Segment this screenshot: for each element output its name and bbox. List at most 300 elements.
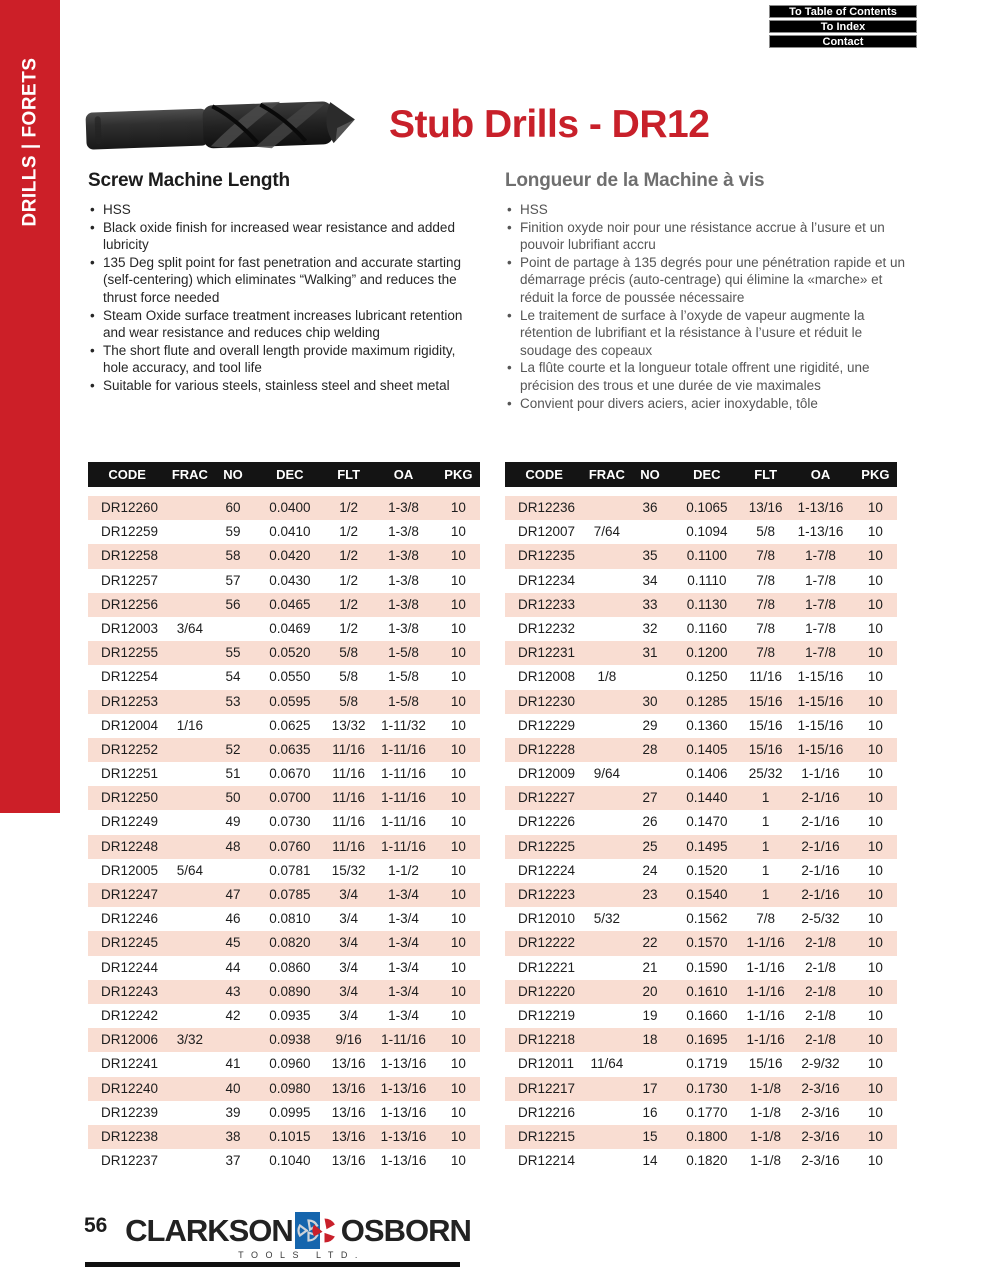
table-cell (583, 980, 630, 1004)
table-cell: 0.0760 (269, 838, 311, 854)
table-cell: DR12007 (518, 524, 576, 540)
table-cell (166, 1101, 213, 1125)
table-cell: 10 (450, 524, 466, 540)
table-cell (583, 593, 630, 617)
table-cell: 10 (450, 814, 466, 830)
table-cell: 13/16 (331, 1128, 366, 1144)
table-cell: 1-7/8 (805, 572, 836, 588)
table-cell: DR12232 (518, 620, 576, 636)
table-cell: 1-15/16 (797, 741, 844, 757)
table-cell: 2-3/16 (801, 1080, 840, 1096)
table-cell: 0.0550 (269, 669, 311, 685)
table-cell: DR12221 (518, 959, 576, 975)
company-logo (125, 1212, 471, 1260)
column-header-frac: FRAC (171, 467, 208, 482)
page-title: Stub Drills - DR12 (389, 103, 710, 146)
table-row (505, 690, 897, 714)
table-cell: 0.1094 (686, 524, 728, 540)
table-cell: 0.0420 (269, 548, 311, 564)
feature-item: • Steam Oxide surface treatment increases lubricant retention and wear resistance and reduces chip welding (88, 307, 470, 342)
table-cell: 3/4 (339, 1007, 359, 1023)
table-cell: 2-3/16 (801, 1104, 840, 1120)
table-cell: 0.1719 (686, 1056, 728, 1072)
table-cell: 1 (761, 838, 770, 854)
table-cell (166, 496, 213, 520)
table-cell: 59 (225, 524, 241, 540)
table-row (88, 810, 480, 834)
table-cell (630, 665, 669, 689)
table-row (505, 859, 897, 883)
table-cell: DR12245 (101, 935, 159, 951)
table-row (505, 641, 897, 665)
column-header-pkg: PKG (444, 467, 473, 482)
table-row (505, 762, 897, 786)
column-header-oa: OA (810, 467, 831, 482)
table-cell: DR12234 (518, 572, 576, 588)
table-row (505, 544, 897, 568)
table-cell: DR12228 (518, 741, 576, 757)
table-cell: 10 (450, 887, 466, 902)
table-cell: DR12250 (101, 790, 159, 806)
table-cell: 0.1495 (686, 838, 728, 854)
table-row (505, 714, 897, 738)
table-cell: DR12238 (101, 1128, 159, 1144)
table-cell: 10 (450, 862, 466, 878)
table-cell: 57 (225, 572, 241, 588)
table-cell: 15/16 (748, 741, 783, 757)
table-cell: 13/16 (331, 1056, 366, 1072)
table-row (88, 1004, 480, 1028)
column-header-flt: FLT (754, 467, 778, 482)
table-cell: DR12229 (518, 717, 576, 733)
table-cell: 10 (867, 911, 883, 927)
table-cell: 0.1590 (686, 959, 728, 975)
table-cell: 1-1/2 (388, 862, 419, 878)
table-cell: 0.0520 (269, 645, 311, 661)
table-cell: 0.1015 (269, 1128, 311, 1144)
table-cell: 38 (225, 1128, 241, 1144)
table-row (88, 1028, 480, 1052)
table-cell: 10 (867, 572, 883, 588)
table-cell: 5/64 (176, 862, 204, 878)
table-cell: 14 (642, 1153, 658, 1169)
feature-item: • HSS (505, 201, 907, 219)
feature-item: • Finition oxyde noir pour une résistance accrue à l’usure et un pouvoir lubrifiant accru (505, 219, 907, 254)
table-cell: 10 (450, 790, 466, 806)
feature-item: • La flûte courte et la longueur totale offrent une rigidité, une précision des trous et une durée de vie maximales (505, 359, 907, 394)
table-cell: 1-3/8 (388, 572, 419, 588)
table-cell: 3/4 (339, 911, 359, 927)
table-cell: 46 (225, 911, 241, 927)
table-cell: 10 (867, 645, 883, 661)
table-cell: 3/32 (176, 1032, 204, 1048)
table-cell: 2-1/8 (805, 959, 836, 975)
table-cell (583, 931, 630, 955)
table-cell: 55 (225, 645, 241, 661)
table-cell: 0.1040 (269, 1153, 311, 1169)
nav-index-button[interactable]: To Index (769, 20, 917, 33)
table-cell: 10 (450, 766, 466, 782)
table-cell: DR12220 (518, 983, 576, 999)
table-cell: DR12253 (101, 693, 159, 709)
table-cell: 1-13/16 (380, 1056, 427, 1072)
table-cell: 7/8 (756, 572, 776, 588)
table-cell (166, 641, 213, 665)
table-cell: 0.0700 (269, 790, 311, 806)
table-cell: 37 (225, 1153, 241, 1169)
table-cell: 1-11/16 (381, 790, 426, 806)
table-cell: DR12225 (518, 838, 576, 854)
table-cell: 13/32 (331, 717, 366, 733)
table-cell: 1-1/8 (750, 1153, 782, 1169)
table-cell: 1-13/16 (380, 1153, 427, 1169)
table-cell: 10 (450, 548, 466, 564)
table-cell: 45 (225, 935, 241, 951)
table-cell: 1-7/8 (805, 596, 836, 612)
table-cell: 10 (867, 959, 883, 975)
table-cell: 0.0980 (269, 1080, 311, 1096)
table-cell: 33 (642, 596, 658, 612)
table-cell: 1-1/16 (746, 1007, 785, 1023)
table-cell: 5/8 (339, 693, 359, 709)
table-cell (583, 1101, 630, 1125)
table-cell: 35 (642, 548, 658, 564)
table-cell: DR12008 (518, 669, 576, 685)
table-cell: 23 (642, 887, 658, 902)
table-row (505, 883, 897, 907)
column-header-no: NO (223, 467, 243, 482)
table-cell: 2-3/16 (801, 1128, 840, 1144)
table-row (88, 835, 480, 859)
table-cell: 1-5/8 (388, 693, 419, 709)
feature-item: • HSS (88, 201, 470, 219)
table-cell: 0.0400 (269, 500, 311, 515)
table-cell: 5/8 (339, 645, 359, 661)
table-cell: DR12227 (518, 790, 576, 806)
table-cell (583, 641, 630, 665)
table-cell: 16 (642, 1104, 658, 1120)
table-cell: 2-3/16 (801, 1153, 840, 1169)
table-cell: 1 (761, 814, 770, 830)
table-cell: 10 (867, 1104, 883, 1120)
table-cell: 10 (867, 669, 883, 685)
table-cell: 43 (225, 983, 241, 999)
table-cell: 2-1/16 (801, 887, 840, 902)
table-cell: 49 (225, 814, 241, 830)
table-cell: 10 (867, 524, 883, 540)
table-row (88, 714, 480, 738)
table-row (88, 665, 480, 689)
table-cell: 10 (867, 1153, 883, 1169)
table-cell: 47 (225, 887, 241, 902)
table-cell: 10 (867, 1032, 883, 1048)
table-cell (583, 714, 630, 738)
table-cell: 1-1/16 (746, 1032, 785, 1048)
table-cell: DR12260 (101, 500, 159, 515)
table-cell: 10 (867, 741, 883, 757)
feature-item: • Black oxide finish for increased wear resistance and added lubricity (88, 219, 470, 254)
table-cell: DR12237 (101, 1153, 159, 1169)
table-cell: 58 (225, 548, 241, 564)
table-cell: 60 (225, 500, 241, 515)
table-cell (166, 690, 213, 714)
table-cell: 10 (450, 1153, 466, 1169)
table-cell: DR12257 (101, 572, 159, 588)
section-heading-french: Longueur de la Machine à vis (505, 170, 765, 191)
table-cell: 0.0465 (269, 596, 311, 612)
table-row (505, 1125, 897, 1149)
table-cell: 2-1/8 (805, 983, 836, 999)
table-cell: 3/4 (339, 887, 359, 902)
table-cell: DR12252 (101, 741, 159, 757)
table-cell: 1-15/16 (797, 669, 844, 685)
table-cell: 1-3/8 (388, 596, 419, 612)
table-cell: 1-1/8 (750, 1128, 782, 1144)
table-cell: 10 (450, 500, 466, 515)
table-row (505, 569, 897, 593)
feature-item: • Convient pour divers aciers, acier inoxydable, tôle (505, 395, 907, 413)
table-cell (583, 859, 630, 883)
table-row (505, 956, 897, 980)
table-cell: 10 (450, 741, 466, 757)
table-cell: 10 (450, 620, 466, 636)
table-cell: DR12004 (101, 717, 159, 733)
table-row (88, 593, 480, 617)
table-cell (630, 762, 669, 786)
table-cell (213, 714, 252, 738)
table-cell: 7/8 (756, 645, 776, 661)
table-cell: DR12006 (101, 1032, 159, 1048)
table-cell: 0.1160 (686, 620, 727, 636)
logo-word-osborn: OSBORN (340, 1212, 471, 1248)
table-cell: 10 (450, 1007, 466, 1023)
table-cell: 0.1610 (686, 983, 728, 999)
table-cell: 0.1520 (686, 862, 728, 878)
table-row (88, 641, 480, 665)
table-cell (166, 1052, 213, 1076)
table-cell (583, 1125, 630, 1149)
table-cell: 25 (642, 838, 658, 854)
table-cell (583, 956, 630, 980)
table-cell: 5/8 (756, 524, 776, 540)
table-cell: 10 (450, 959, 466, 975)
column-header-no: NO (640, 467, 660, 482)
table-cell: 1/2 (339, 596, 359, 612)
table-cell (166, 835, 213, 859)
table-row (88, 762, 480, 786)
table-cell: 0.1695 (686, 1032, 728, 1048)
table-cell (583, 1028, 630, 1052)
table-cell: DR12218 (518, 1032, 576, 1048)
table-cell: 1-13/16 (380, 1128, 427, 1144)
table-cell: 1-7/8 (805, 620, 836, 636)
table-cell: 1-15/16 (797, 717, 844, 733)
right-table-body (505, 496, 897, 1173)
table-cell: 24 (642, 862, 658, 878)
table-cell: 36 (642, 500, 658, 515)
table-cell: 40 (225, 1080, 241, 1096)
table-row (88, 883, 480, 907)
table-cell: 10 (867, 500, 883, 515)
table-cell: 1-1/16 (746, 935, 785, 951)
table-cell: 1-1/16 (801, 766, 840, 782)
table-cell: 7/8 (756, 620, 776, 636)
column-header-code: CODE (108, 467, 146, 482)
table-cell: 56 (225, 596, 241, 612)
table-cell (583, 617, 630, 641)
feature-item: • Point de partage à 135 degrés pour une pénétration rapide et un démarrage précis (auto-centrage) qui élimine la «marche» et réduit la force de poussée nécessaire (505, 254, 907, 307)
table-cell: 2-9/32 (801, 1056, 840, 1072)
table-cell: 13/16 (331, 1104, 366, 1120)
table-row (505, 496, 897, 520)
table-cell: DR12241 (101, 1056, 159, 1072)
table-cell: DR12236 (518, 500, 576, 515)
table-cell: 1-3/4 (388, 1007, 419, 1023)
page-number: 56 (84, 1214, 108, 1237)
table-cell: 10 (450, 669, 466, 685)
table-cell: DR12217 (518, 1080, 576, 1096)
table-cell: 50 (225, 790, 241, 806)
table-cell: 0.0595 (269, 693, 311, 709)
table-row (88, 980, 480, 1004)
table-cell (166, 1004, 213, 1028)
nav-table-of-contents-button[interactable]: To Table of Contents (769, 5, 917, 18)
table-cell (166, 1077, 213, 1101)
table-cell: DR12224 (518, 862, 576, 878)
table-cell: 10 (450, 838, 466, 854)
table-cell (583, 1077, 630, 1101)
table-cell: 2-1/16 (801, 838, 840, 854)
table-cell: 1-11/32 (381, 717, 426, 733)
table-cell: 9/64 (593, 766, 621, 782)
table-cell: 11/16 (332, 790, 366, 806)
clarkson-osborn-emblem-icon (295, 1212, 339, 1249)
table-row (505, 810, 897, 834)
table-cell: 13/16 (331, 1153, 366, 1169)
table-cell: 1/2 (339, 620, 359, 636)
table-cell: 22 (642, 935, 658, 951)
table-cell: 1/8 (597, 669, 617, 685)
feature-list-french (505, 201, 907, 412)
table-cell: 0.0938 (269, 1032, 311, 1048)
table-cell: 1-13/16 (380, 1104, 427, 1120)
table-row (505, 786, 897, 810)
table-cell: 0.0730 (269, 814, 311, 830)
table-cell: 0.1800 (686, 1128, 728, 1144)
table-cell (583, 786, 630, 810)
table-cell: 0.0995 (269, 1104, 311, 1120)
table-cell (583, 569, 630, 593)
table-row (88, 786, 480, 810)
table-cell: 15/32 (331, 862, 366, 878)
product-table-left (88, 462, 480, 1173)
table-row (88, 1149, 480, 1173)
table-cell (166, 1125, 213, 1149)
table-cell: 1-5/8 (388, 669, 419, 685)
table-cell: 1/2 (339, 524, 359, 540)
table-cell (583, 835, 630, 859)
footer-rule (85, 1262, 460, 1267)
table-cell: DR12254 (101, 669, 159, 685)
table-row (505, 980, 897, 1004)
table-row (505, 907, 897, 931)
table-cell: DR12216 (518, 1104, 576, 1120)
table-row (505, 617, 897, 641)
table-cell (166, 762, 213, 786)
table-cell: 1-1/16 (746, 959, 785, 975)
table-cell: 54 (225, 669, 241, 685)
table-cell: DR12243 (101, 983, 159, 999)
nav-contact-button[interactable]: Contact (769, 35, 917, 48)
table-cell: 10 (867, 838, 883, 854)
table-cell: 10 (867, 717, 883, 733)
table-cell: 1-1/8 (750, 1104, 782, 1120)
table-cell: 0.1100 (686, 548, 727, 564)
table-cell: 1-3/4 (388, 911, 419, 927)
table-cell (166, 665, 213, 689)
table-cell (583, 544, 630, 568)
table-cell: 7/8 (756, 548, 776, 564)
table-row (505, 1101, 897, 1125)
table-cell: 21 (642, 959, 658, 975)
table-cell: DR12003 (101, 620, 159, 636)
table-cell: 42 (225, 1007, 241, 1023)
table-cell: 1 (761, 790, 770, 806)
table-cell: 30 (642, 693, 658, 709)
table-cell: 10 (450, 1032, 466, 1048)
table-cell: 1-13/16 (380, 1080, 427, 1096)
table-cell: 0.1406 (686, 766, 728, 782)
table-cell (166, 980, 213, 1004)
table-cell: 0.0810 (269, 911, 311, 927)
table-cell: 7/8 (756, 911, 776, 927)
table-cell: DR12230 (518, 693, 576, 709)
table-cell (213, 1028, 252, 1052)
table-cell: DR12214 (518, 1153, 576, 1169)
table-header (88, 462, 480, 487)
table-cell: DR12239 (101, 1104, 159, 1120)
table-cell: 0.1820 (686, 1153, 728, 1169)
table-cell: 1-3/8 (388, 524, 419, 540)
table-cell: 34 (642, 572, 658, 588)
table-cell: 0.1405 (686, 741, 728, 757)
table-cell: DR12009 (518, 766, 576, 782)
table-cell: 0.0960 (269, 1056, 311, 1072)
table-cell: DR12011 (518, 1056, 575, 1072)
table-cell (213, 859, 252, 883)
table-cell: 41 (225, 1056, 241, 1072)
table-row (505, 665, 897, 689)
table-cell: DR12255 (101, 645, 159, 661)
table-cell: 10 (450, 935, 466, 951)
table-cell: 13/16 (331, 1080, 366, 1096)
table-cell: 0.0410 (269, 524, 311, 540)
table-row (88, 859, 480, 883)
table-row (505, 1028, 897, 1052)
table-row (505, 1004, 897, 1028)
table-cell: 10 (450, 911, 466, 927)
table-cell: 1-11/16 (381, 838, 426, 854)
table-cell: 11/16 (332, 741, 366, 757)
table-row (505, 1052, 897, 1076)
left-table-body (88, 496, 480, 1173)
table-cell: 10 (867, 1080, 883, 1096)
table-cell (166, 931, 213, 955)
table-cell (166, 883, 213, 907)
table-cell (213, 617, 252, 641)
table-cell: 10 (450, 596, 466, 612)
table-cell: 1/16 (176, 717, 204, 733)
